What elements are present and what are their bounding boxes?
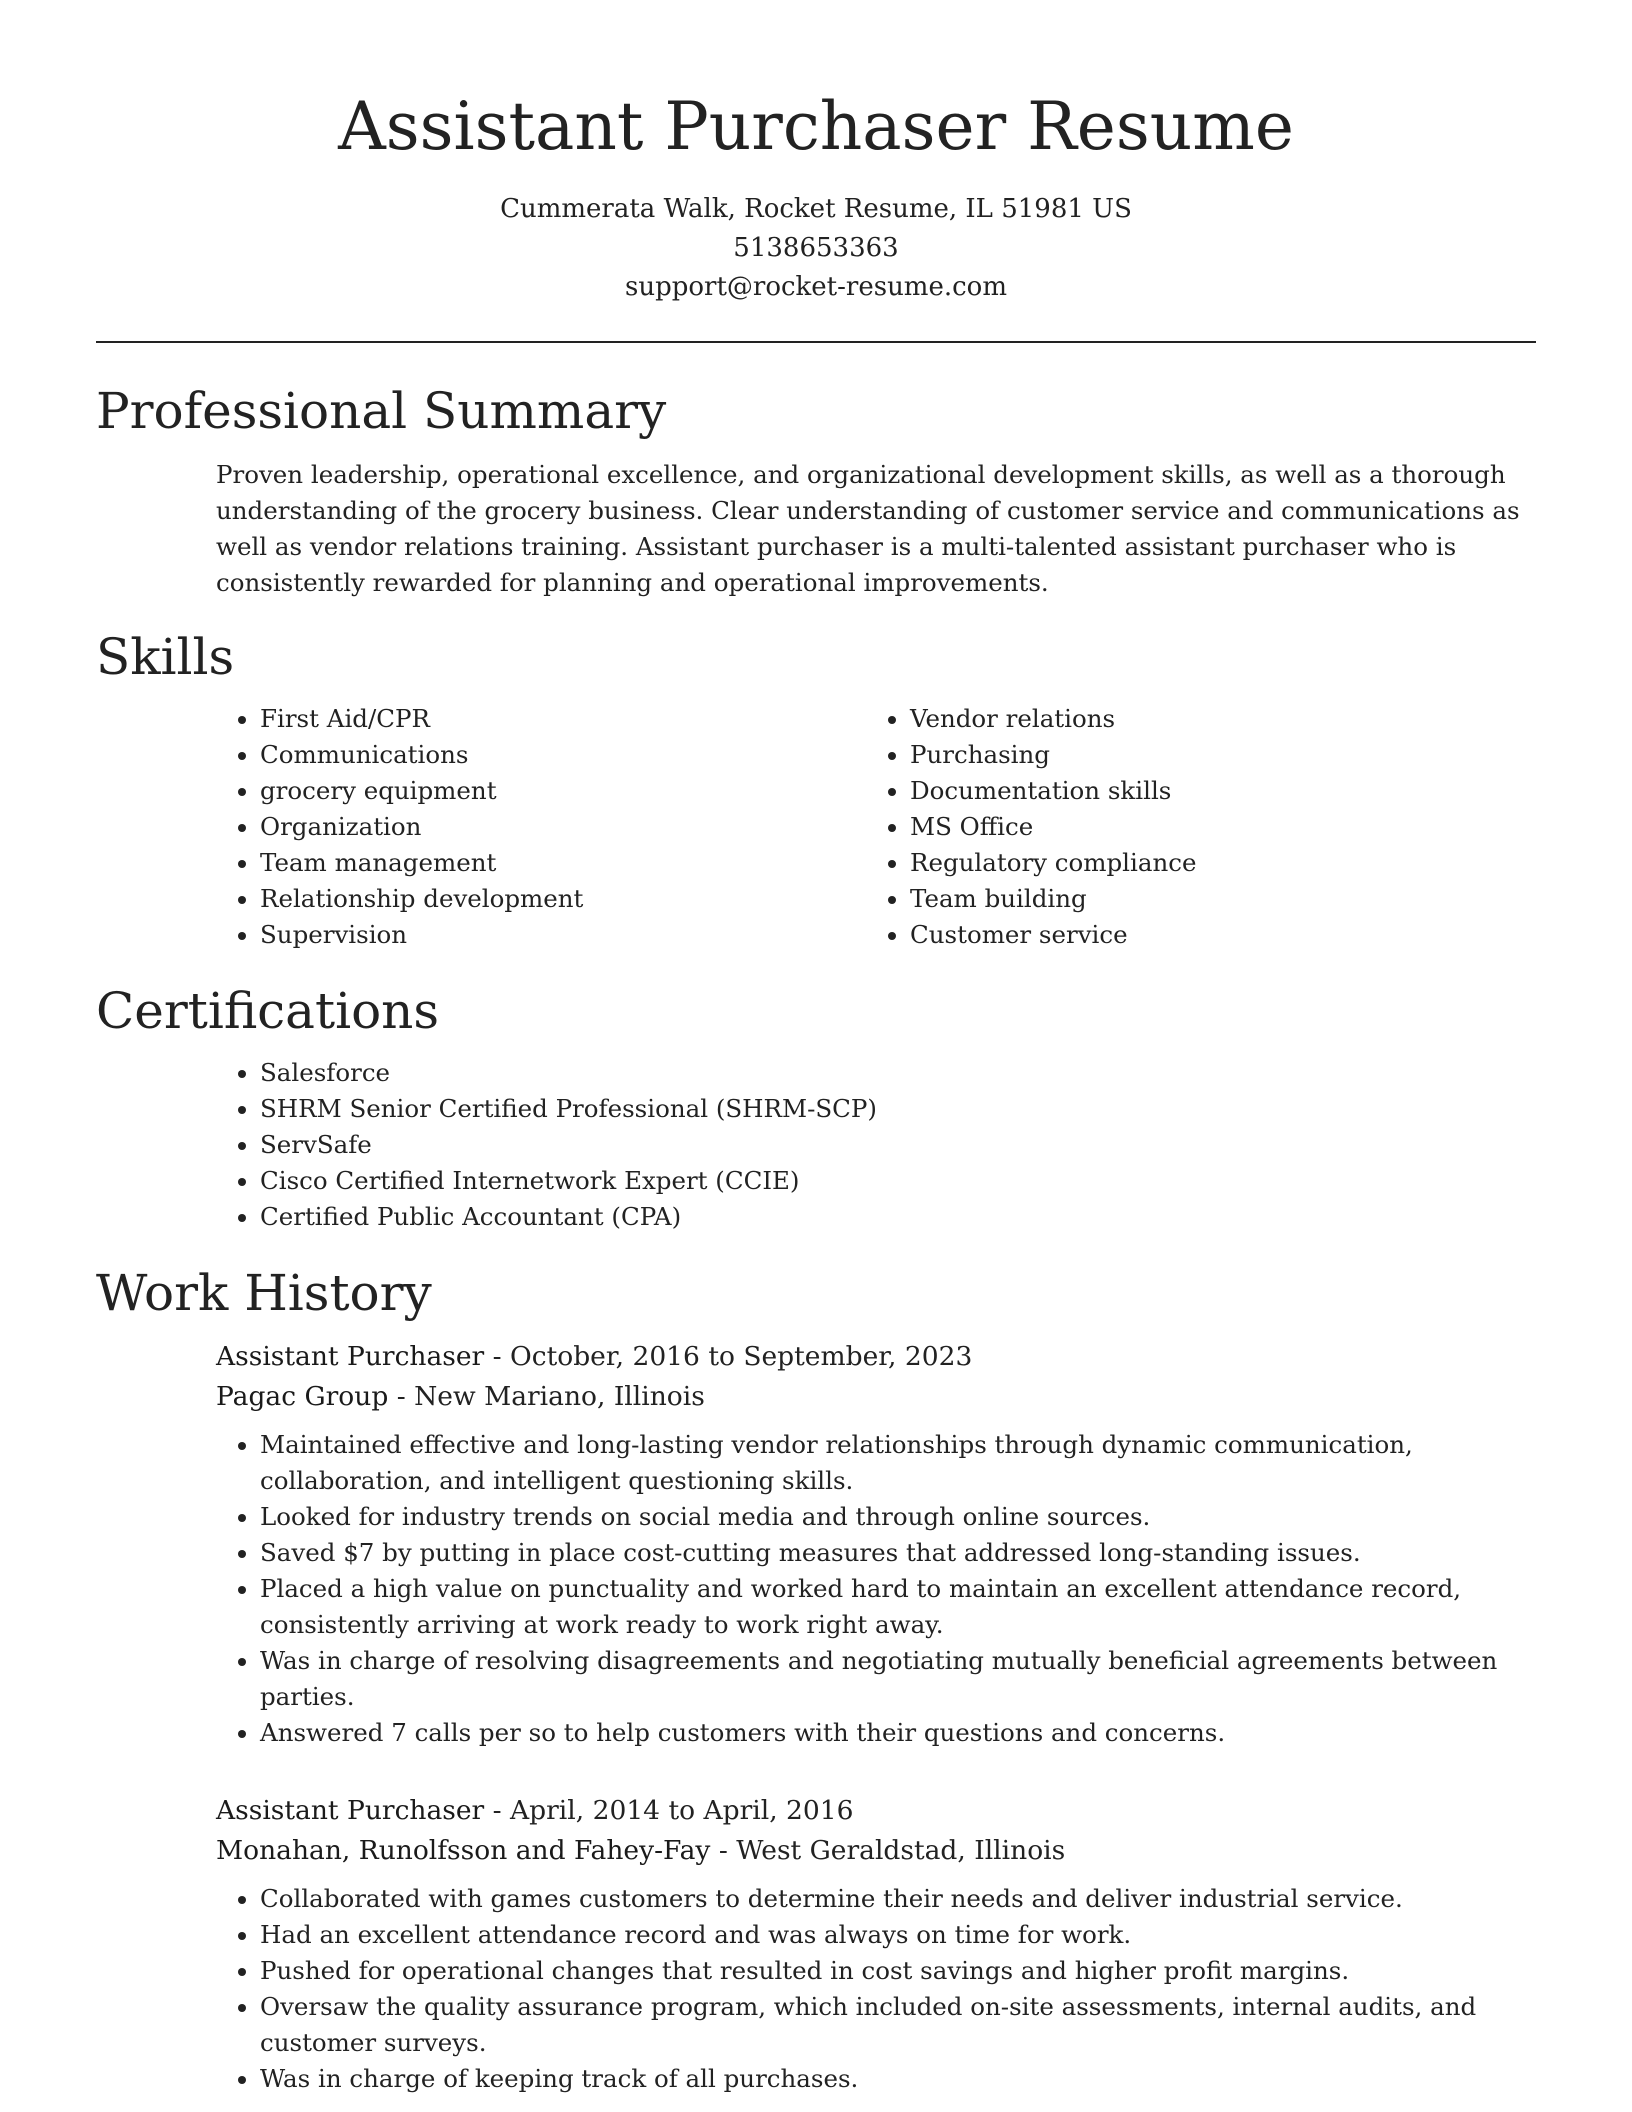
certification-item: • Cisco Certified Internetwork Expert (CCIE) [260, 1163, 1536, 1199]
skill-item: • Communications [260, 737, 866, 773]
certifications-section [96, 981, 1536, 1235]
skill-item: • Organization [260, 809, 866, 845]
job-bullet: • Was in charge of keeping track of all purchases. [260, 2061, 1536, 2097]
job-entry [96, 1791, 1536, 2097]
job-company-line [216, 1831, 1536, 1871]
job-bullet: • Oversaw the quality assurance program, which included on-site assessments, internal audits, and customer surveys. [260, 1989, 1536, 2061]
skill-item: • Team building [910, 881, 1516, 917]
job-title-line [216, 1337, 1536, 1377]
contact-email: support@rocket-resume.com [624, 272, 1007, 302]
skills-grid [96, 701, 1536, 953]
skill-item: • Vendor relations [910, 701, 1516, 737]
summary-text: Proven leadership, operational excellence, and organizational development skills, as well as a thorough understanding of the grocery business. Clear understanding of customer service and communications as well as vendor relations training. Assistant purchaser is a multi-talented assistant purchaser who is consistently rewarded for planning and operational improvements. [216, 460, 1520, 597]
certification-item: • ServSafe [260, 1127, 1536, 1163]
job-bullet: • Had an excellent attendance record and was always on time for work. [260, 1917, 1536, 1953]
job-location: - New Mariano, Illinois [388, 1381, 705, 1412]
job-company-line [216, 1377, 1536, 1417]
contact-address: Cummerata Walk, Rocket Resume, IL 51981 US [500, 194, 1132, 224]
work-history-heading: Work History [96, 1264, 432, 1322]
skill-item: • Regulatory compliance [910, 845, 1516, 881]
resume-title: Assistant Purchaser Resume [338, 88, 1294, 165]
skills-section [96, 627, 1536, 953]
certification-item: • SHRM Senior Certified Professional (SHRM-SCP) [260, 1091, 1536, 1127]
job-entry [96, 1337, 1536, 1751]
job-title: Assistant Purchaser [216, 1795, 485, 1826]
job-bullets [216, 1881, 1536, 2097]
contact-phone: 5138653363 [733, 233, 899, 263]
certifications-body [96, 1055, 1536, 1235]
certification-item: • Certified Public Accountant (CPA) [260, 1199, 1536, 1235]
skill-item: • MS Office [910, 809, 1516, 845]
skill-item: • Supervision [260, 917, 866, 953]
job-location: - West Geraldstad, Illinois [710, 1835, 1066, 1866]
job-bullet: • Pushed for operational changes that resulted in cost savings and higher profit margins. [260, 1953, 1536, 1989]
job-bullet: • Placed a high value on punctuality and worked hard to maintain an excellent attendance record, consistently arriving at work ready to work right away. [260, 1571, 1536, 1643]
skills-list-right [866, 701, 1516, 953]
skill-item: • Relationship development [260, 881, 866, 917]
header-divider [96, 341, 1536, 343]
job-dates: - April, 2014 to April, 2016 [484, 1795, 854, 1826]
certifications-list [216, 1055, 1536, 1235]
skills-column-right [866, 701, 1516, 953]
skill-item: • Documentation skills [910, 773, 1516, 809]
job-bullet: • Collaborated with games customers to determine their needs and deliver industrial service. [260, 1881, 1536, 1917]
contact-block [96, 190, 1536, 307]
job-bullet: • Maintained effective and long-lasting vendor relationships through dynamic communication, collaboration, and intelligent questioning skills. [260, 1427, 1536, 1499]
job-bullet: • Was in charge of resolving disagreements and negotiating mutually beneficial agreements between parties. [260, 1643, 1536, 1715]
job-bullets [216, 1427, 1536, 1751]
job-company: Pagac Group [216, 1381, 389, 1412]
summary-section [96, 381, 1536, 601]
skill-item: • grocery equipment [260, 773, 866, 809]
summary-heading: Professional Summary [96, 382, 667, 440]
job-bullet: • Saved $7 by putting in place cost-cutting measures that addressed long-standing issues. [260, 1535, 1536, 1571]
certifications-heading: Certifications [96, 982, 440, 1040]
job-bullet: • Answered 7 calls per so to help customers with their questions and concerns. [260, 1715, 1536, 1751]
certification-item: • Salesforce [260, 1055, 1536, 1091]
skills-list-left [216, 701, 866, 953]
skills-column-left [216, 701, 866, 953]
work-history-section [96, 1263, 1536, 2097]
job-title: Assistant Purchaser [216, 1341, 485, 1372]
job-title-line [216, 1791, 1536, 1831]
skills-heading: Skills [96, 628, 235, 686]
skill-item: • Customer service [910, 917, 1516, 953]
resume-header [96, 0, 1536, 307]
skill-item: • First Aid/CPR [260, 701, 866, 737]
job-dates: - October, 2016 to September, 2023 [484, 1341, 973, 1372]
job-company: Monahan, Runolfsson and Fahey-Fay [216, 1835, 711, 1866]
job-bullet: • Looked for industry trends on social media and through online sources. [260, 1499, 1536, 1535]
skill-item: • Team management [260, 845, 866, 881]
skill-item: • Purchasing [910, 737, 1516, 773]
